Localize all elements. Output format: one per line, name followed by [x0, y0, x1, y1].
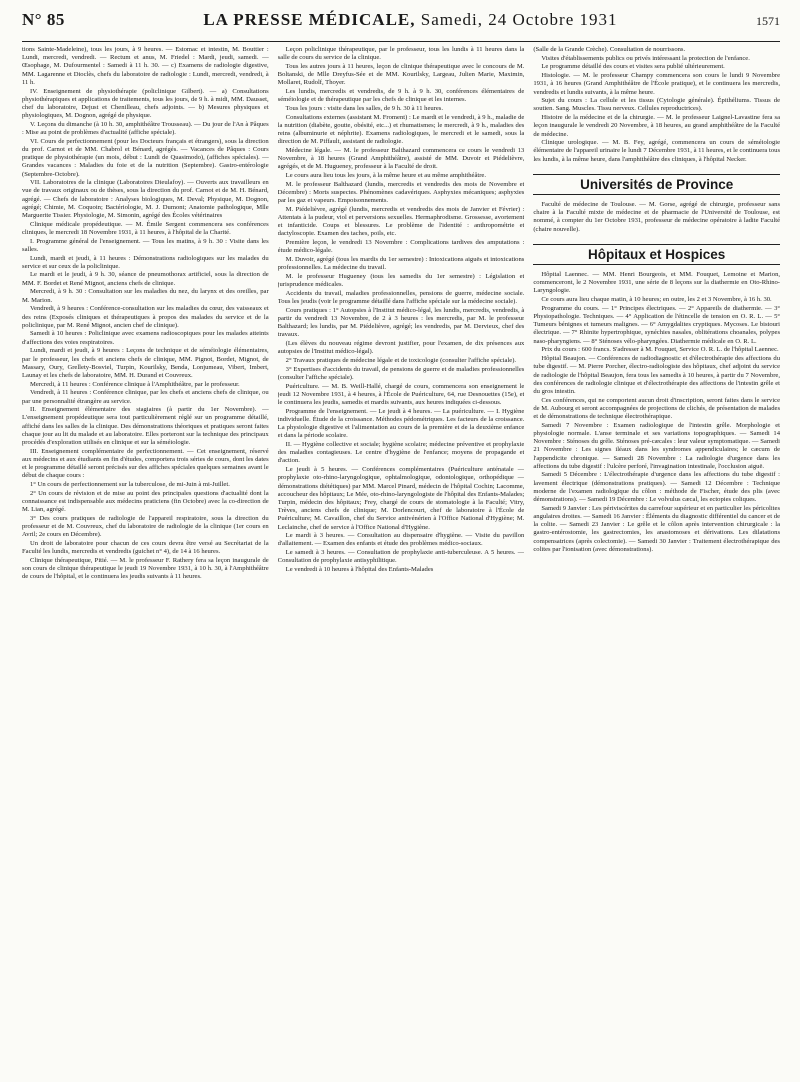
paragraph: Ces conférences, qui ne comportent aucun droit d'inscription, seront faites dans le service de M. Aubourg et seront accompagnées de projections de clichés, de présentation de malades et de démonstrations de technique électrothérapique.: [533, 396, 780, 421]
paragraph: 1° Un cours de perfectionnement sur la tuberculose, de mi-Juin à mi-Juillet.: [30, 481, 230, 489]
paragraph: Le samedi à 3 heures. — Consultation de prophylaxie anti-tuberculeuse. A 5 heures. — Consultation de prophylaxie antisyphilitique.: [277, 549, 525, 565]
paragraph: Samedi à 10 heures : Policlinique avec examens radioscopiques pour les malades atteints d'affections des voies respiratoires.: [22, 330, 269, 346]
column-2: [278, 46, 525, 1076]
paragraph: Le mardi à 3 heures. — Consultation au dispensaire d'hygiène. — Visite du pavillon d'allaitement. — Examen des enfants et étude des problèmes médico-sociaux.: [277, 532, 525, 548]
column-1: [22, 46, 269, 1076]
paragraph-clinique-therapeutique: Clinique thérapeutique, Pitié. — M. le professeur F. Rathery fera sa leçon inaugurale de son cours de clinique thérapeutique le jeudi 19 Novembre 1931, à 10 h. 30, à l'Amphithéâtre de cours de l'hôpital, et le continuera les jeudis suivants à 11 heures.: [22, 556, 269, 581]
paragraph: Tous les autres jours à 11 heures, leçon de clinique thérapeutique avec le concours de M. Boltanski, de Mlle Dreyfus-Sée et de MM. Kourilsky, Largeau, Julien Marie, Maximin, Mollaret, Rudolf, Thoyer.: [277, 62, 525, 87]
paragraph: Consultations externes (assistant M. Froment) : Le mardi et le vendredi, à 9 h., maladie de la nutrition (diabète, goutte, obésité, etc...) et rhumatismes; le mercredi, à 9 h., maladies des reins (albuminurie et néphrite). Examens radiologiques, le mercredi et le samedi, sous la direction de M. Piffault, assistant de radiologie.: [277, 113, 525, 146]
paragraph: Lundi, mardi et jeudi, à 11 heures : Démonstrations radiologiques sur les malades du service et sur ceux de la policlinique.: [22, 254, 269, 270]
paragraph: II. Enseignement élémentaire des stagiaires (à partir du 1er Novembre). — L'enseignement propédeutique sera tout particulièrement réglé sur un programme détaillé, affiché dans les salles de la clinique. Des démonstrations théoriques et pratiques seront faites chaque jour au lit du malade et au laboratoire. Elles porteront sur la technique des principaux procédés d'exploration utilisés en clinique et sur la séméiologie.: [22, 406, 269, 447]
publication-line: [203, 10, 617, 30]
paragraph-clinique-urologique: Clinique urologique. — M. B. Fey, agrégé, commencera un cours de séméiologie élémentaire de l'appareil urinaire le lundi 7 Décembre 1931, à 11 heures, et le continuera tous les lundis, à la même heure, dans l'amphithéâtre des cliniques, à l'hôpital Necker.: [533, 139, 780, 163]
section-heading-hopitaux: Hôpitaux et Hospices: [533, 244, 780, 265]
paragraph: IV. Enseignement de physiothérapie (policlinique Gilbert). — a) Consultations physiothérapiques et applications de traitements, tous les jours, de 9 h. à midi, MM. Dausset, chef du laboratoire, Dejust et Chenilleau, chefs adjoints. — b) Mesures physiques et physiologiques, M. Dognon, agrégé de physique.: [22, 87, 269, 120]
paragraph: I. Programme général de l'enseignement. — Tous les matins, à 9 h. 30 : Visite dans les salles.: [22, 237, 269, 253]
issue-number: N° 85: [22, 10, 65, 29]
paragraph: Le cours aura lieu tous les jours, à la même heure et au même amphithéâtre.: [285, 172, 486, 180]
paragraph: M. le professeur Hugueney (tous les samedis du 1er semestre) : Législation et jurisprudence médicales.: [277, 272, 525, 289]
paragraph: Cours pratiques : 1° Autopsies à l'Institut médico-légal, les lundis, mercredis, vendredis, à partir du vendredi 13 Novembre, de 2 à 3 heures : les mercredis, par M. le professeur Balthazard; les lundis, par M. Piédelièvre, agrégé; les vendredis, par M. Dervieux, chef des travaux.: [277, 306, 525, 339]
paragraph: Accidents du travail, maladies professionnelles, pensions de guerre, médecine sociale. Tous les jeudis (voir le programme détaillé dans l'affiche spéciale sur la médecine sociale).: [277, 289, 525, 306]
paragraph: V. Leçons du dimanche (à 10 h. 30, amphithéâtre Trousseau). — Du jour de l'An à Pâques : Mise au point de problèmes d'actualité (affiche spéciale).: [22, 120, 269, 137]
paragraph: 3° Expertises d'accidents du travail, de pensions de guerre et de maladies professionnelles (consulter l'affiche spéciale).: [277, 365, 525, 381]
paragraph: Programme de l'enseignement. — Le jeudi à 4 heures. — La puériculture. — I. Hygiène individuelle. Étude de la croissance. Méthodes pédométriques. Les facteurs de la croissance. La physiologie digestive et l'alimentation au cours de la première et de la deuxième enfance et dans la période scolaire.: [277, 407, 525, 440]
masthead: [22, 6, 780, 42]
paragraph: (Salle de la Grande Crèche). Consultation de nourrissons.: [533, 46, 686, 53]
paragraph: Visites d'établissements publics ou privés intéressant la protection de l'enfance.: [541, 54, 750, 62]
paragraph: Samedi 7 Novembre : Examen radiologique de l'intestin grêle. Morphologie et physiologie normale. L'anse terminale et ses variations topographiques. — Samedi 14 Novembre : Sténoses du grêle. Sténoses pré-cæcales : leur valeur symptomatique. — Samedi 21 Novembre : Les signes iléaux dans les syndromes appendiculaires; le cæcum de l'appendicite chronique. — Samedi 28 Novembre : La radiologie d'urgence dans les affections du tube digestif : l'ulcère perforé, l'invagination intestinale, l'occlusion aiguë.: [533, 421, 780, 470]
paragraph: Samedi 5 Décembre : L'électrothérapie d'urgence dans les affections du tube digestif : lavement électrique (démonstrations pratiques). — Samedi 12 Décembre : Technique moderne de l'examen radiologique du côlon : méthode de Fischer, étude des plis (avec démonstrations). — Samedi 19 Décembre : Le volvulus cæcal, les ectopies coliques.: [533, 471, 780, 504]
paragraph: 2° Un cours de révision et de mise au point des principales questions d'actualité dont la connaissance est indispensable aux médecins praticiens (fin Octobre) avec la co-direction de M. Lian, agrégé.: [22, 489, 269, 514]
paragraph-hopital-beaujon: Hôpital Beaujon. — Conférences de radiodiagnostic et d'électrothérapie des affections du tube digestif. — M. Pierre Porcher, électro-radiologiste des hôpitaux, chef adjoint du service de radiologie de l'hôpital Beaujon, fera tous les samedis à 10 heures, à partir du 7 Novembre, des conférences de radiologie clinique et d'électrothérapie des affections de l'intestin grêle et du gros intestin.: [533, 355, 780, 395]
publication-date: Samedi, 24 Octobre 1931: [420, 10, 618, 29]
paragraph: 2° Travaux pratiques de médecine légale et de toxicologie (consulter l'affiche spéciale).: [285, 357, 517, 365]
paragraph: Vendredi, à 9 heures : Conférence-consultation sur les maladies du cœur, des vaisseaux et des reins (Exposés cliniques et thérapeutiques à propos des malades du service et de la policlinique, par M. René Mignot, ancien chef de clinique).: [22, 305, 269, 329]
paragraph: Samedi 9 Janvier : Les périviscérites du carrefour supérieur et en particulier les péricolites angulaires droites. — Samedi 16 Janvier : Éléments du diagnostic différentiel du cancer et de la colite. — Samedi 23 Janvier : Le grêle et le côlon après intervention chirurgicale : la gastro-entérostomie, les gastrectomies, les anastomoses et dérivations. Les dilatations compensatrices (après colectomie). — Samedi 30 Janvier : Traitement électrothérapique des colites par l'ionisation (avec démonstrations).: [533, 504, 780, 553]
paragraph: Leçon policlinique thérapeutique, par le professeur, tous les lundis à 11 heures dans la salle de cours du service de la clinique.: [277, 46, 525, 62]
paragraph: Le mardi et le jeudi, à 9 h. 30, séance de pneumothorax artificiel, sous la direction de MM. F. Bordet et René Mignot, anciens chefs de clinique.: [22, 271, 269, 287]
paragraph-hopital-laennec: Hôpital Laennec. — MM. Henri Bourgeois, et MM. Fouquet, Lemoine et Marion, commenceront, le 2 Novembre 1931, une série de 8 leçons sur la diathermie en Oto-Rhino-Laryngologie.: [533, 271, 780, 295]
paragraph: Le programme détaillé des cours et visites sera publié ultérieurement.: [541, 63, 725, 71]
paragraph: III. Enseignement complémentaire de perfectionnement. — Cet enseignement, réservé aux médecins et aux étudiants en fin d'études, comportera trois séries de cours, dont les dates et le programme détaillé seront précisés sur des affiches spéciales quelques semaines avant le début de chaque cours :: [22, 447, 269, 480]
article-columns: [22, 46, 780, 1076]
paragraph: M. Duvoir, agrégé (tous les mardis du 1er semestre) : Intoxications aiguës et intoxications professionnelles. La médecine du travail.: [277, 256, 525, 272]
paragraph: Prix du cours : 600 francs. S'adresser à M. Fouquet, Service O. R. L. de l'hôpital Laennec.: [541, 346, 779, 354]
paragraph: tions Sainte-Madeleine), tous les jours, à 9 heures. — Estomac et intestin, M. Bouttier : Lundi, mercredi, vendredi. — Rectum et anus, M. Friedel : Mardi, jeudi, samedi. — Œsophage, M. Dufourmentel : Samedi à 11 h. 30. — c) Examens de radiologie digestive, MM. Lagarenne et Dioclès, chefs du laboratoire de radiologie : Lundi, mercredi, vendredi, à 11 h.: [22, 46, 269, 86]
paragraph-histoire-medecine: Histoire de la médecine et de la chirurgie. — M. le professeur Laignel-Lavastine fera sa leçon inaugurale le vendredi 20 Novembre, à 18 heures, au grand amphithéâtre de la Faculté de médecine.: [533, 114, 780, 138]
paragraph: Mercredi, à 11 heures : Conférence clinique à l'Amphithéâtre, par le professeur.: [30, 380, 240, 388]
paragraph-histologie: Histologie. — M. le professeur Champy commencera son cours le lundi 9 Novembre 1931, à 16 heures (Grand Amphithéâtre de l'École pratique), et le continuera les mercredis, vendredis et lundis suivants, à la même heure.: [533, 72, 780, 96]
column-3: [533, 46, 780, 1076]
paragraph-medecine-legale: Médecine légale. — M. le professeur Balthazard commencera ce cours le vendredi 13 Novembre, à 18 heures (Grand Amphithéâtre), assisté de MM. Duvoir et Piédelièvre, agrégés, et de M. Hugueney, professeur à la Faculté de droit.: [277, 146, 525, 171]
paragraph: Vendredi, à 11 heures : Conférence clinique, par les chefs et anciens chefs de clinique, ou par une personnalité étrangère au service.: [22, 389, 269, 405]
paragraph-toulouse: Faculté de médecine de Toulouse. — M. Gorse, agrégé de chirurgie, professeur sans chaire à la Faculté mixte de médecine et de pharmacie de l'Université de Toulouse, est nommé, à compter du 1er Octobre 1931, professeur de médecine opératoire à ladite Faculté (chaire nouvelle).: [533, 201, 780, 233]
paragraph: Ce cours aura lieu chaque matin, à 10 heures; en outre, les 2 et 3 Novembre, à 16 h. 30.: [541, 296, 772, 304]
publication-title: LA PRESSE MÉDICALE,: [203, 10, 416, 29]
paragraph: VI. Cours de perfectionnement (pour les Docteurs français et étrangers), sous la direction du prof. Carnot et de MM. Chabrol et Bénard, agrégés. — Vacances de Pâques : Cours pratique de physiothérapie (un mois, début : Lundi de Quasimodo), (affiches spéciales). — Grandes vacances : Maladies du foie et de la nutrition (Septembre). Gastro-entérologie (Septembre-Octobre).: [22, 137, 269, 178]
paragraph: Le jeudi à 5 heures. — Conférences complémentaires (Puériculture anténatale — prophylaxie oto-rhino-laryngologique, ophtalmologique, odontologique, orthopédique — démonstrations diététiques) par MM. Marcel Pinard, médecin de l'hôpital Cochin; Lacomme, accoucheur des hôpitaux; Le Mée, oto-rhino-laryngologiste de l'hôpital des Enfants-Malades; Turpin, médecin des hôpitaux; Frey, chargé de cours de stomatologie à la Faculté; Vitry, Trèves, anciens chefs de clinique; M. Dorlencourt, chef de laboratoire à l'École de Puériculture; M. Cavaillon, chef du Service antivénérien à l'Office National d'Hygiène; M. Leclainche, chef de service à l'Office National d'Hygiène.: [277, 466, 525, 531]
paragraph-clinique-propedeutique: Clinique médicale propédeutique. — M. Émile Sergent commencera ses conférences cliniques, le mercredi 18 Novembre 1931, à 11 heures, à l'hôpital de la Charité.: [22, 220, 269, 236]
paragraph: 3° Des cours pratiques de radiologie de l'appareil respiratoire, sous la direction du professeur et de M. Couvreux, chef du laboratoire de radiologie de la clinique (1er cours en Avril; 2e cours en Décembre).: [22, 514, 269, 539]
paragraph: M. le professeur Balthazard (lundis, mercredis et vendredis des mois de Novembre et Décembre) : Morts suspectes. Phénomènes cadavériques. Asphyxies mécaniques; asphyxies par les gaz et vapeurs. Empoisonnements.: [277, 180, 525, 205]
paragraph: VII. Laboratoires de la clinique (Laboratoires Dieulafoy). — Ouverts aux travailleurs en vue de travaux originaux ou de thèses, sous la direction du prof. Carnot et de M. H. Bénard, agrégé. — Chefs de laboratoire : Analyses biologiques, M. Deval; Physique, M. Dognon, agrégé; Chimie, M. Coquoin; Bactériologie, M. J. Dumont; Anatomie pathologique, Mlle Marguerite Tissier. Physiologie, M. Simonin, agrégé des Écoles vétérinaires: [22, 179, 269, 220]
paragraph-puericulture: Puériculture. — M. B. Weill-Hallé, chargé de cours, commencera son enseignement le jeudi 12 Novembre 1931, à 4 heures, à l'École de Puériculture, 64, rue Desnouettes (15e), et le continuera les jeudis, samedis et mardis suivants, aux heures indiquées ci-dessous.: [277, 382, 525, 407]
paragraph: Sujet du cours : La cellule et les tissus (Cytologie générale). Épithéliums. Tissus de soutien. Sang. Muscles. Tissu nerveux. Cellules reproductrices).: [533, 97, 780, 113]
paragraph: Programme du cours. — 1° Principes électriques. — 2° Appareils de diathermie. — 3° Physiopathologie. Techniques. — 4° Application de l'étincelle de tension en O. R. L. — 5° Tumeurs bénignes et tumeurs malignes. — 6° Amygdalites cryptiques. Mycoses. Le bistouri électrique. — 7° Rhinite hypertrophique, synéchies nasales, oblitérations choanales, polypes naso-pharyngiens. — 8° Sténoses vélo-pharyngées. Diathermie médicale en O. R. L.: [533, 304, 780, 345]
section-heading-universites: Universités de Province: [533, 174, 780, 195]
paragraph: Mercredi, à 9 h. 30 : Consultation sur les maladies du nez, du larynx et des oreilles, par M. Marion.: [22, 288, 269, 304]
paragraph: Tous les jours : visite dans les salles, de 9 h. 30 à 11 heures.: [285, 104, 444, 112]
paragraph: II. — Hygiène collective et sociale; hygiène scolaire; médecine préventive et prophylaxie des maladies contagieuses. Le centre d'hygiène de l'enfance; moyens de propagande et d'action.: [277, 441, 525, 465]
paragraph: Première leçon, le vendredi 13 Novembre : Complications tardives des amputations : étude médico-légale.: [277, 239, 525, 255]
paragraph: Les lundis, mercredis et vendredis, de 9 h. à 9 h. 30, conférences élémentaires de séméiologie et de thérapeutique par les chefs de clinique et les internes.: [277, 88, 525, 104]
paragraph: Lundi, mardi et jeudi, à 9 heures : Leçons de technique et de séméiologie élémentaires, par le professeur, les chefs et anciens chefs de clinique, MM. Pignot, Bordet, Mignot, de Massary, Oury, Grellety-Bosviel, Turpin, Kourilsky, Benda, Lonjumeau, Vibert, Imbert, Launay et les chefs de laboratoire, MM. H. Durand et Couvreux.: [22, 347, 269, 379]
paragraph: Le vendredi à 10 heures à l'hôpital des Enfants-Malades: [285, 566, 434, 574]
paragraph: Un droit de laboratoire pour chacun de ces cours devra être versé au Secrétariat de la Faculté les lundis, mercredis et vendredis (guichet n° 4), de 14 à 16 heures.: [22, 539, 269, 556]
paragraph: M. Piédelièvre, agrégé (lundis, mercredis et vendredis des mois de Janvier et Février) : Attentats à la pudeur, viol et perversions sexuelles. Hermaphrodisme. Grossesse, avortement et infanticide. Coups et blessures. Le problème de l'identité : anthropométrie et dactyloscopie. Examen des taches, poils, etc.: [277, 205, 525, 238]
page-number: 1571: [755, 14, 780, 28]
paragraph: (Les élèves du nouveau régime devront justifier, pour l'examen, de dix présences aux autopsies de l'Institut médico-légal).: [277, 340, 525, 356]
